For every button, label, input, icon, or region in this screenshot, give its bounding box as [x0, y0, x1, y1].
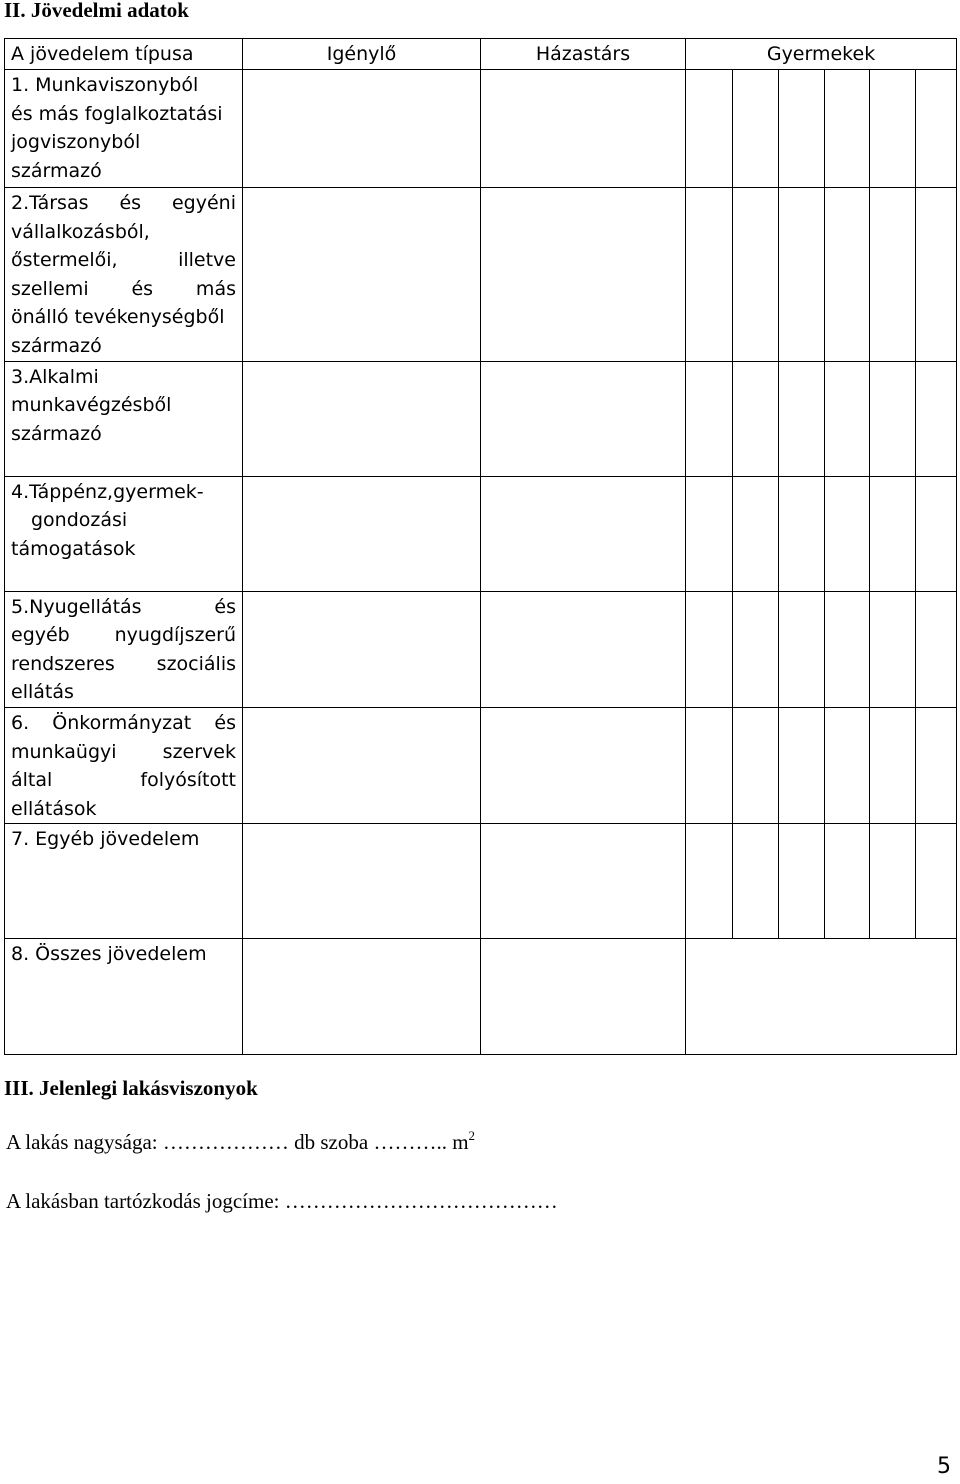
square-superscript: 2: [468, 1128, 476, 1143]
cell-child-5[interactable]: [870, 707, 916, 823]
cell-applicant[interactable]: [243, 476, 481, 591]
cell-child-3[interactable]: [779, 70, 825, 188]
table-row: [5, 476, 957, 591]
table-row-total: [5, 939, 957, 1055]
cell-child-3[interactable]: [779, 707, 825, 823]
area-blank[interactable]: ……….. m: [373, 1130, 469, 1154]
cell-child-2[interactable]: [733, 188, 779, 362]
cell-child-2[interactable]: [733, 476, 779, 591]
cell-child-1[interactable]: [686, 188, 733, 362]
cell-child-5[interactable]: [870, 188, 916, 362]
cell-child-1[interactable]: [686, 591, 733, 707]
header-spouse: Házastárs: [481, 39, 686, 70]
row-label-sick-pay: 4.Táppénz,gyermek- gondozási támogatások: [5, 476, 243, 591]
cell-child-3[interactable]: [779, 476, 825, 591]
row-label-total-income: 8. Összes jövedelem: [5, 939, 243, 1055]
cell-child-2[interactable]: [733, 70, 779, 188]
cell-child-6[interactable]: [916, 591, 957, 707]
cell-child-1[interactable]: [686, 824, 733, 939]
rooms-blank[interactable]: ………………: [162, 1130, 295, 1154]
cell-child-5[interactable]: [870, 824, 916, 939]
table-row: [5, 70, 957, 188]
residence-title-label: A lakásban tartózkodás jogcíme:: [6, 1189, 285, 1213]
table-row: [5, 824, 957, 939]
cell-child-4[interactable]: [825, 707, 870, 823]
cell-spouse[interactable]: [481, 707, 686, 823]
cell-applicant[interactable]: [243, 70, 481, 188]
row-label-pension: 5.Nyugellátás és egyéb nyugdíjszerű rendszeres szociális ellátás: [5, 591, 243, 707]
cell-child-3[interactable]: [779, 591, 825, 707]
rooms-label: db szoba: [294, 1130, 374, 1154]
table-header-row: [5, 39, 957, 70]
cell-child-1[interactable]: [686, 361, 733, 476]
page-number: 5: [937, 1454, 951, 1479]
cell-child-4[interactable]: [825, 824, 870, 939]
cell-child-2[interactable]: [733, 824, 779, 939]
flat-size-line: [6, 1130, 475, 1155]
cell-child-3[interactable]: [779, 824, 825, 939]
residence-title-line: [6, 1189, 558, 1214]
cell-child-6[interactable]: [916, 824, 957, 939]
cell-child-5[interactable]: [870, 476, 916, 591]
row-label-casual-work: 3.Alkalmi munkavégzésből származó: [5, 361, 243, 476]
residence-title-blank[interactable]: …………………………………: [284, 1189, 558, 1213]
cell-spouse[interactable]: [481, 939, 686, 1055]
section-title-housing: III. Jelenlegi lakásviszonyok: [4, 1076, 258, 1100]
cell-applicant[interactable]: [243, 707, 481, 823]
cell-spouse[interactable]: [481, 824, 686, 939]
table-row: [5, 361, 957, 476]
cell-child-5[interactable]: [870, 361, 916, 476]
cell-child-4[interactable]: [825, 361, 870, 476]
cell-child-2[interactable]: [733, 591, 779, 707]
cell-child-6[interactable]: [916, 188, 957, 362]
cell-child-6[interactable]: [916, 70, 957, 188]
cell-spouse[interactable]: [481, 70, 686, 188]
cell-child-2[interactable]: [733, 707, 779, 823]
cell-applicant[interactable]: [243, 361, 481, 476]
cell-child-4[interactable]: [825, 188, 870, 362]
cell-spouse[interactable]: [481, 476, 686, 591]
table-row: [5, 591, 957, 707]
cell-child-4[interactable]: [825, 476, 870, 591]
cell-child-3[interactable]: [779, 361, 825, 476]
row-label-municipal: 6. Önkormányzat és munkaügyi szervek által folyósított ellátások: [5, 707, 243, 823]
cell-child-1[interactable]: [686, 476, 733, 591]
cell-child-2[interactable]: [733, 361, 779, 476]
header-children: Gyermekek: [686, 39, 957, 70]
cell-child-5[interactable]: [870, 591, 916, 707]
income-table: [4, 38, 957, 1055]
cell-child-1[interactable]: [686, 70, 733, 188]
table-row: [5, 188, 957, 362]
cell-child-6[interactable]: [916, 361, 957, 476]
cell-applicant[interactable]: [243, 824, 481, 939]
cell-spouse[interactable]: [481, 361, 686, 476]
cell-child-6[interactable]: [916, 476, 957, 591]
cell-child-4[interactable]: [825, 591, 870, 707]
cell-applicant[interactable]: [243, 591, 481, 707]
cell-child-1[interactable]: [686, 707, 733, 823]
cell-child-6[interactable]: [916, 707, 957, 823]
header-income-type: A jövedelem típusa: [5, 39, 243, 70]
row-label-other-income: 7. Egyéb jövedelem: [5, 824, 243, 939]
row-label-employment: 1. Munkaviszonyból és más foglalkoztatási jogviszonyból származó: [5, 70, 243, 188]
row-label-enterprise: 2.Társas és egyéni vállalkozásból, őstermelői, illetve szellemi és más önálló tevékenységből származó: [5, 188, 243, 362]
header-applicant: Igénylő: [243, 39, 481, 70]
table-row: [5, 707, 957, 823]
cell-spouse[interactable]: [481, 591, 686, 707]
cell-child-4[interactable]: [825, 70, 870, 188]
cell-spouse[interactable]: [481, 188, 686, 362]
flat-size-label: A lakás nagysága:: [6, 1130, 163, 1154]
cell-applicant[interactable]: [243, 939, 481, 1055]
section-title-income: II. Jövedelmi adatok: [4, 0, 189, 22]
cell-applicant[interactable]: [243, 188, 481, 362]
cell-child-5[interactable]: [870, 70, 916, 188]
cell-child-3[interactable]: [779, 188, 825, 362]
cell-children-total[interactable]: [686, 939, 957, 1055]
